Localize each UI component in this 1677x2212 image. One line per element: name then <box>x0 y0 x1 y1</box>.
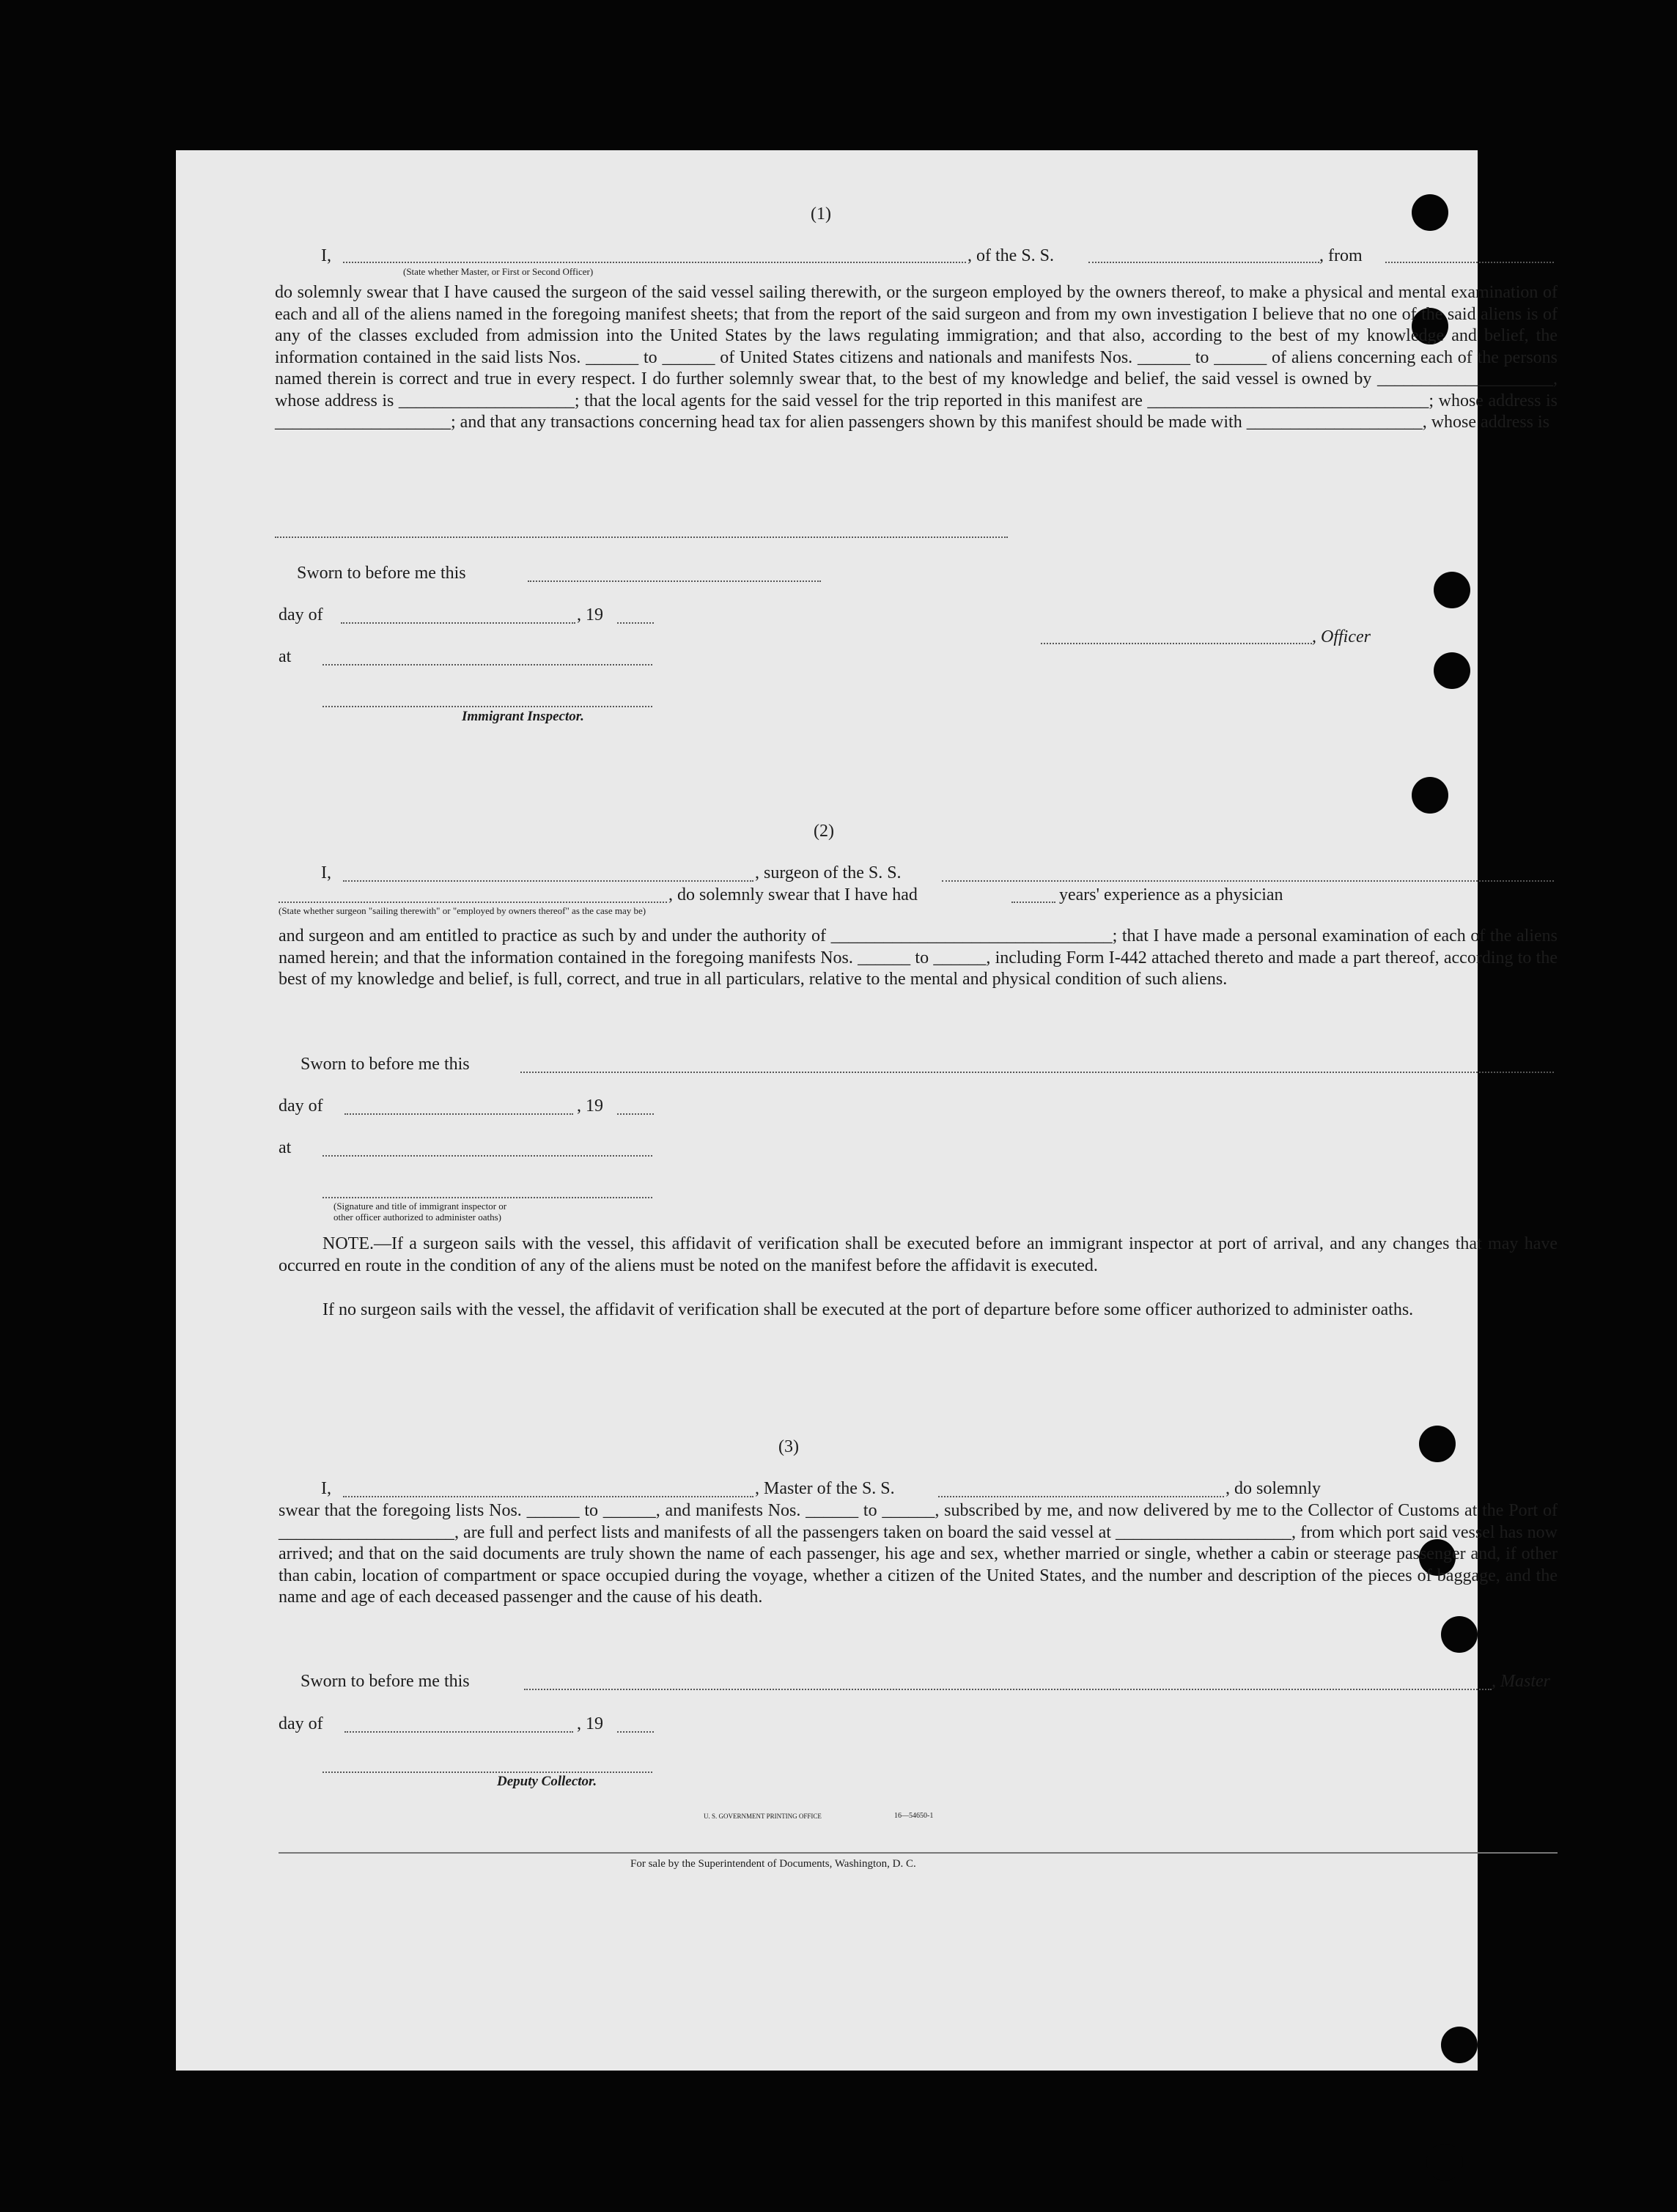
form-number: 16—54650-1 <box>894 1812 934 1820</box>
from-label: , from <box>1319 246 1363 265</box>
day-of-line-2 <box>344 1113 573 1115</box>
form-page <box>176 150 1558 2071</box>
punch-hole <box>1426 2144 1463 2180</box>
section-1-number: (1) <box>811 204 831 224</box>
ship-name-line <box>1088 262 1319 263</box>
year-label-3: , 19 <box>577 1714 603 1733</box>
inspector-line <box>322 706 652 707</box>
punch-hole <box>1412 194 1448 231</box>
signature-hint-1: (Signature and title of immigrant inspector or <box>333 1201 507 1212</box>
from-line <box>1385 262 1554 263</box>
section-2-number: (2) <box>814 822 834 841</box>
at-line-2 <box>322 1155 652 1157</box>
master-of-label: , Master of the S. S. <box>755 1479 895 1498</box>
for-sale-line: For sale by the Superintendent of Documents, Washington, D. C. <box>630 1858 916 1870</box>
sworn-date-line-2 <box>520 1072 1554 1073</box>
punch-hole <box>1412 777 1448 814</box>
sworn-date-line-3 <box>524 1689 1492 1690</box>
deputy-label: Deputy Collector. <box>497 1774 597 1789</box>
of-ss-label: , of the S. S. <box>968 246 1055 265</box>
at-label: at <box>279 647 292 666</box>
officer-line <box>1041 643 1312 644</box>
sworn-label-3: Sworn to before me this <box>301 1672 470 1691</box>
surgeon-hint: (State whether surgeon "sailing therewith" or "employed by owners thereof" as the case may be) <box>279 905 646 916</box>
note-paragraph-1: NOTE.—If a surgeon sails with the vessel, this affidavit of verification shall be executed before an immigrant inspector at port of arrival, and any changes that may have occurred en route in the condition of any of the aliens must be noted on the manifest before the affidavit is executed. <box>279 1234 1558 1275</box>
day-of-label: day of <box>279 605 323 624</box>
printing-office: U. S. GOVERNMENT PRINTING OFFICE <box>704 1813 822 1820</box>
footer-rule <box>279 1852 1558 1854</box>
master-name-line <box>343 1496 753 1497</box>
extra-line <box>275 537 1008 538</box>
do-swear-label: , do solemnly <box>1226 1479 1321 1498</box>
punch-hole <box>1441 1616 1478 1653</box>
year-label: , 19 <box>577 605 603 624</box>
surgeon-status-line <box>279 902 667 903</box>
day-of-line-3 <box>344 1731 573 1733</box>
section-2-i: I, <box>321 863 331 882</box>
year-label-2: , 19 <box>577 1096 603 1116</box>
sworn-date-line <box>528 580 821 582</box>
sworn-label: Sworn to before me this <box>297 564 466 583</box>
day-of-label-3: day of <box>279 1714 323 1733</box>
year-line-3 <box>617 1731 654 1733</box>
section-3-paragraph: swear that the foregoing lists Nos. ______ to ______, and manifests Nos. ______ to ______, subscribed by me, and now delivered by me to the Collector of Customs at the Port of ____________________, are full and perfect lists and manifests of all the passengers taken on board the said vessel at ____________________, from which port said vessel has now arrived; and that on the said documents are truly shown the name of each passenger, his age and sex, whether married or single, whether a cabin or steerage passenger and, if other than cabin, location of compartment or space occupied during the voyage, whether a citizen of the United States, and the number and description of the pieces of baggage, and the name and age of each deceased passenger and the cause of his death. <box>279 1501 1558 1607</box>
ship-name-line-3 <box>938 1496 1224 1497</box>
section-3-i: I, <box>321 1479 331 1498</box>
section-3-number: (3) <box>778 1437 799 1456</box>
officer-hint: (State whether Master, or First or Second Officer) <box>403 266 594 277</box>
note-paragraph-2: If no surgeon sails with the vessel, the affidavit of verification shall be executed at the port of departure before some officer authorized to administer oaths. <box>322 1300 1414 1319</box>
years-line <box>1011 902 1055 903</box>
surgeon-name-line <box>343 880 753 882</box>
at-line <box>322 664 652 666</box>
section-1-paragraph: do solemnly swear that I have caused the surgeon of the said vessel sailing therewith, or the surgeon employed by the owners thereof, to make a physical and mental examination of each and all of the aliens named in the foregoing manifest sheets; that from the report of the said surgeon and from my own investigation I believe that no one of the said aliens is of any of the classes excluded from admission into the United States by the laws regulating immigration; and that also, according to the best of my knowledge and belief, the information contained in the said lists Nos. ______ to ______ of United States citizens and nationals and manifests Nos. ______ to ______ of aliens concerning each of the persons named therein is correct and true in every respect. I do further solemnly swear that, to the best of my knowledge and belief, the said vessel is owned by ____________________, whose address is ____________________; that the local agents for the said vessel for the trip reported in this manifest are ________________________________; whose address is ____________________; and that any transactions concerning head tax for alien passengers shown by this manifest should be made with ____________________, whose address is <box>275 283 1558 432</box>
signature-hint-2: other officer authorized to administer oaths) <box>333 1212 501 1223</box>
signature-line <box>322 1197 652 1198</box>
sworn-label-2: Sworn to before me this <box>301 1055 470 1074</box>
officer-label: , Officer <box>1312 627 1371 646</box>
day-of-label-2: day of <box>279 1096 323 1116</box>
at-label-2: at <box>279 1138 292 1157</box>
day-of-line <box>341 622 575 624</box>
years-exp-label: years' experience as a physician <box>1059 885 1283 904</box>
punch-hole <box>1419 1426 1456 1462</box>
deputy-line <box>322 1772 652 1773</box>
punch-hole <box>1434 652 1470 689</box>
master-label: , Master <box>1492 1672 1550 1691</box>
section-1-i: I, <box>321 246 331 265</box>
surgeon-of-label: , surgeon of the S. S. <box>755 863 902 882</box>
year-line <box>617 622 654 624</box>
swear-years-label: , do solemnly swear that I have had <box>668 885 918 904</box>
punch-hole <box>1441 2027 1478 2063</box>
officer-name-line <box>343 262 966 263</box>
punch-hole <box>1434 572 1470 608</box>
year-line-2 <box>617 1113 654 1115</box>
section-2-paragraph: and surgeon and am entitled to practice as such by and under the authority of ________________________________; that I have made a personal examination of each of the aliens named herein; and that the information contained in the foregoing manifests Nos. ______ to ______, including Form I-442 attached thereto and made a part thereof, according to the best of my knowledge and belief, is full, correct, and true in all particulars, relative to the mental and physical condition of such aliens. <box>279 926 1558 989</box>
ship-name-line-2 <box>942 880 1554 882</box>
inspector-label: Immigrant Inspector. <box>462 709 584 724</box>
